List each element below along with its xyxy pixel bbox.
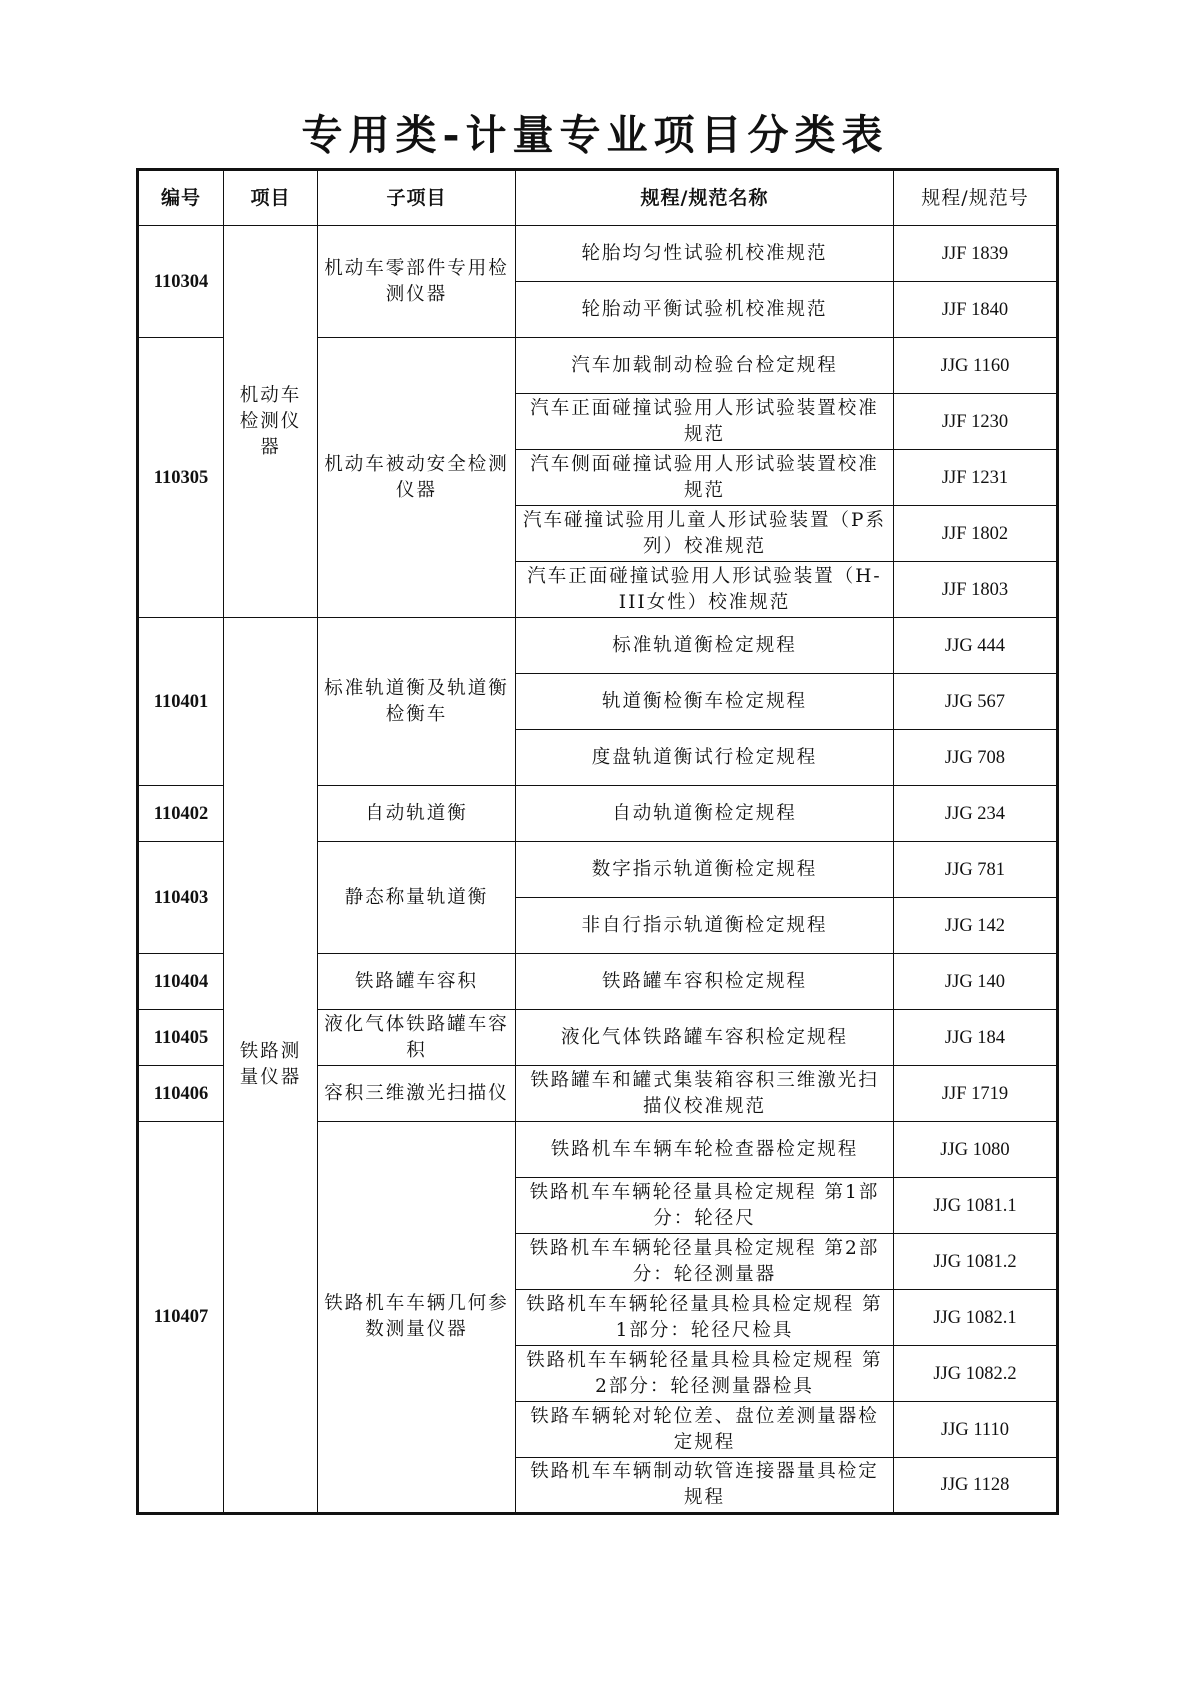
row-subitem: 自动轨道衡 (318, 786, 516, 842)
row-standard-number: JJF 1802 (894, 506, 1058, 562)
row-standard-name: 铁路机车车辆轮径量具检定规程 第2部分：轮径测量器 (516, 1234, 894, 1290)
row-subitem: 铁路罐车容积 (318, 954, 516, 1010)
row-standard-name: 铁路机车车辆轮径量具检具检定规程 第2部分：轮径测量器检具 (516, 1346, 894, 1402)
row-standard-number: JJG 781 (894, 842, 1058, 898)
row-standard-name: 自动轨道衡检定规程 (516, 786, 894, 842)
table-body (138, 226, 1058, 1514)
row-subitem: 标准轨道衡及轨道衡检衡车 (318, 618, 516, 786)
row-standard-name: 液化气体铁路罐车容积检定规程 (516, 1010, 894, 1066)
row-standard-number: JJF 1231 (894, 450, 1058, 506)
row-standard-name: 轮胎均匀性试验机校准规范 (516, 226, 894, 282)
row-standard-name: 铁路机车车辆轮径量具检具检定规程 第1部分：轮径尺检具 (516, 1290, 894, 1346)
row-standard-name: 汽车碰撞试验用儿童人形试验装置（P系列）校准规范 (516, 506, 894, 562)
row-standard-name: 铁路罐车容积检定规程 (516, 954, 894, 1010)
row-standard-number: JJG 1082.2 (894, 1346, 1058, 1402)
row-standard-number: JJG 184 (894, 1010, 1058, 1066)
row-standard-number: JJG 234 (894, 786, 1058, 842)
row-subitem: 液化气体铁路罐车容积 (318, 1010, 516, 1066)
row-standard-name: 轨道衡检衡车检定规程 (516, 674, 894, 730)
header-subitem: 子项目 (318, 170, 516, 226)
row-standard-number: JJF 1840 (894, 282, 1058, 338)
row-subitem: 铁路机车车辆几何参数测量仪器 (318, 1122, 516, 1514)
row-standard-number: JJF 1719 (894, 1066, 1058, 1122)
table-row (138, 226, 1058, 282)
header-row (138, 170, 1058, 226)
header-item: 项目 (224, 170, 318, 226)
row-standard-number: JJF 1839 (894, 226, 1058, 282)
header-code: 编号 (138, 170, 224, 226)
classification-table (136, 168, 1059, 1515)
row-standard-number: JJG 142 (894, 898, 1058, 954)
row-standard-name: 铁路机车车辆车轮检查器检定规程 (516, 1122, 894, 1178)
row-code: 110402 (138, 786, 224, 842)
row-standard-number: JJG 140 (894, 954, 1058, 1010)
row-standard-number: JJG 1128 (894, 1458, 1058, 1514)
row-standard-name: 汽车加载制动检验台检定规程 (516, 338, 894, 394)
row-subitem: 机动车被动安全检测仪器 (318, 338, 516, 618)
row-standard-name: 铁路车辆轮对轮位差、盘位差测量器检定规程 (516, 1402, 894, 1458)
row-code: 110304 (138, 226, 224, 338)
row-standard-name: 标准轨道衡检定规程 (516, 618, 894, 674)
table-row (138, 618, 1058, 674)
row-standard-number: JJF 1230 (894, 394, 1058, 450)
row-standard-number: JJG 708 (894, 730, 1058, 786)
page-title: 专用类-计量专业项目分类表 (301, 111, 889, 159)
row-standard-number: JJG 1160 (894, 338, 1058, 394)
row-code: 110404 (138, 954, 224, 1010)
row-standard-name: 汽车正面碰撞试验用人形试验装置校准规范 (516, 394, 894, 450)
row-item: 铁路测量仪器 (224, 618, 318, 1514)
row-standard-name: 汽车侧面碰撞试验用人形试验装置校准规范 (516, 450, 894, 506)
row-item: 机动车检测仪器 (224, 226, 318, 618)
row-code: 110406 (138, 1066, 224, 1122)
row-standard-name: 轮胎动平衡试验机校准规范 (516, 282, 894, 338)
row-standard-name: 数字指示轨道衡检定规程 (516, 842, 894, 898)
row-standard-number: JJG 1110 (894, 1402, 1058, 1458)
row-subitem: 容积三维激光扫描仪 (318, 1066, 516, 1122)
row-subitem: 静态称量轨道衡 (318, 842, 516, 954)
row-code: 110305 (138, 338, 224, 618)
row-standard-name: 度盘轨道衡试行检定规程 (516, 730, 894, 786)
row-standard-number: JJG 1081.1 (894, 1178, 1058, 1234)
header-name: 规程/规范名称 (516, 170, 894, 226)
row-standard-number: JJG 1080 (894, 1122, 1058, 1178)
row-standard-name: 铁路机车车辆制动软管连接器量具检定规程 (516, 1458, 894, 1514)
row-code: 110403 (138, 842, 224, 954)
row-standard-number: JJF 1803 (894, 562, 1058, 618)
row-standard-name: 铁路罐车和罐式集装箱容积三维激光扫描仪校准规范 (516, 1066, 894, 1122)
header-number: 规程/规范号 (894, 170, 1058, 226)
row-standard-number: JJG 1081.2 (894, 1234, 1058, 1290)
row-standard-name: 铁路机车车辆轮径量具检定规程 第1部分：轮径尺 (516, 1178, 894, 1234)
row-standard-number: JJG 1082.1 (894, 1290, 1058, 1346)
row-standard-number: JJG 567 (894, 674, 1058, 730)
row-subitem: 机动车零部件专用检测仪器 (318, 226, 516, 338)
row-standard-name: 汽车正面碰撞试验用人形试验装置（H-III女性）校准规范 (516, 562, 894, 618)
row-code: 110405 (138, 1010, 224, 1066)
row-code: 110401 (138, 618, 224, 786)
row-standard-number: JJG 444 (894, 618, 1058, 674)
row-code: 110407 (138, 1122, 224, 1514)
row-standard-name: 非自行指示轨道衡检定规程 (516, 898, 894, 954)
